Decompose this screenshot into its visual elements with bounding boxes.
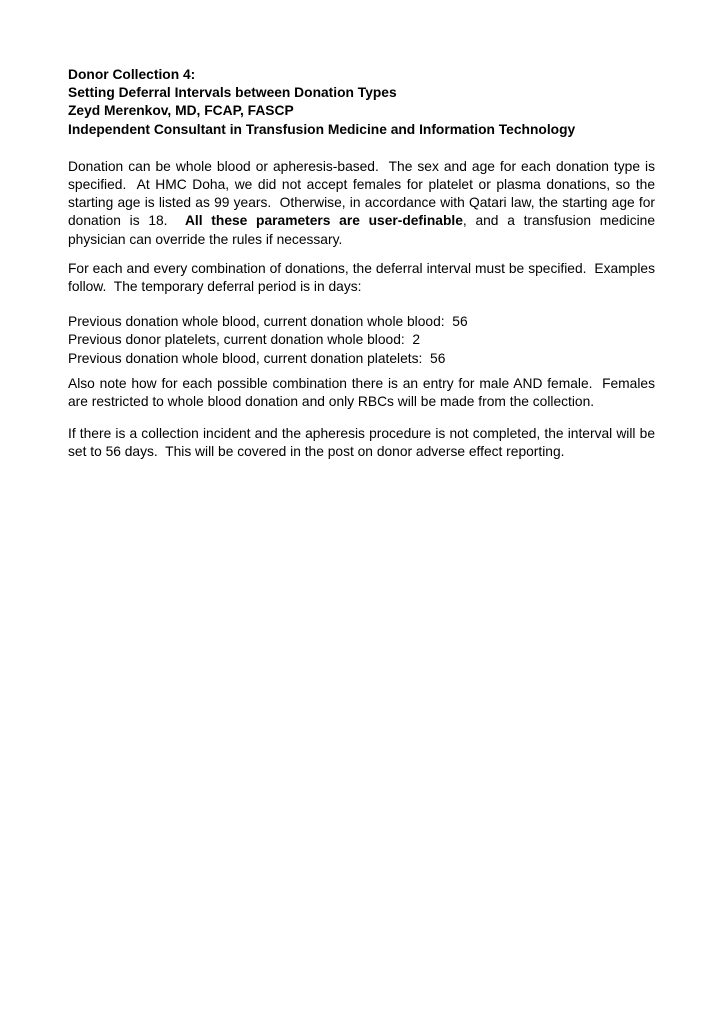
paragraph-collection-incident: If there is a collection incident and the apheresis procedure is not completed, the interval will be set to 56 days. This will be covered in the post on donor adverse effect reporting.	[68, 426, 659, 460]
author-affiliation: Independent Consultant in Transfusion Medicine and Information Technology	[68, 121, 576, 137]
deferral-examples-list	[68, 313, 655, 368]
example-platelets-wholeblood: Previous donor platelets, current donation whole blood: 2	[68, 332, 421, 348]
document-subtitle: Setting Deferral Intervals between Donation Types	[68, 85, 397, 101]
paragraph-male-female: Also note how for each possible combination there is an entry for male AND female. Females are restricted to whole blood donation and only RBCs will be made from the collection.	[68, 375, 659, 410]
document-content	[68, 66, 659, 462]
author-name: Zeyd Merenkov, MD, FCAP, FASCP	[68, 103, 294, 119]
example-wholeblood-platelets: Previous donation whole blood, current donation platelets: 56	[68, 350, 446, 366]
paragraph-donation-overview: Donation can be whole blood or apheresis-based. The sex and age for each donation type is specified. At HMC Doha, we did not accept females for platelet or plasma donations, so the starting age is listed as 99 years. Otherwise, in accordance with Qatari law, the starting age for donation is 18. All these parameters are user-definable, and a transfusion medicine physician can override the rules if necessary.	[68, 158, 659, 247]
document-title-block	[68, 66, 655, 139]
document-title: Donor Collection 4:	[68, 67, 196, 82]
paragraph-deferral-combinations: For each and every combination of donations, the deferral interval must be specified. Examples follow. The temporary deferral period is in days:	[68, 260, 659, 295]
example-wholeblood-wholeblood: Previous donation whole blood, current donation whole blood: 56	[68, 314, 468, 330]
